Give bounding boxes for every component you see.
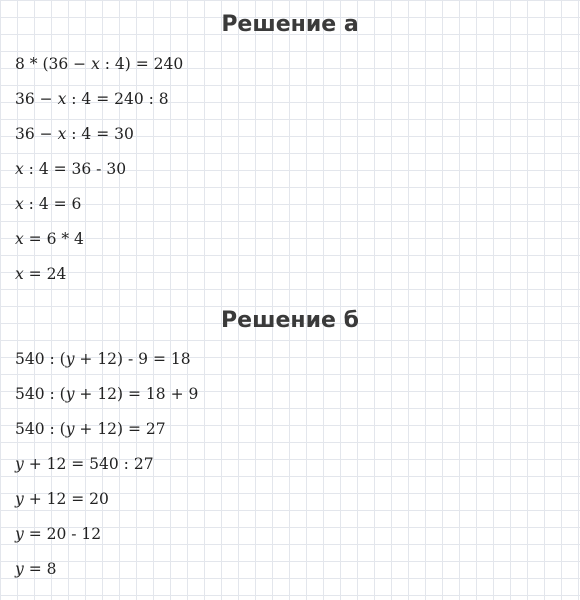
solution-a-line-7: x = 24 <box>15 265 67 283</box>
solution-b-line-4: y + 12 = 540 : 27 <box>15 455 154 473</box>
solution-b-line-5: y + 12 = 20 <box>15 490 109 508</box>
solution-a-line-3: 36 − x : 4 = 30 <box>15 125 134 143</box>
solution-a-line-4: x : 4 = 36 - 30 <box>15 160 127 178</box>
solution-b-line-6: y = 20 - 12 <box>15 525 102 543</box>
solution-b-title: Решение б <box>221 308 359 333</box>
solution-a-line-6: x = 6 * 4 <box>15 230 84 248</box>
solution-a-title: Решение а <box>221 12 359 37</box>
solution-b-line-1: 540 : (y + 12) - 9 = 18 <box>15 350 191 368</box>
solution-a-line-1: 8 * (36 − x : 4) = 240 <box>15 55 184 73</box>
solution-b-line-3: 540 : (y + 12) = 27 <box>15 420 166 438</box>
solution-a-line-2: 36 − x : 4 = 240 : 8 <box>15 90 169 108</box>
solution-a-line-5: x : 4 = 6 <box>15 195 82 213</box>
solution-b-line-7: y = 8 <box>15 560 57 578</box>
solution-b-line-2: 540 : (y + 12) = 18 + 9 <box>15 385 199 403</box>
